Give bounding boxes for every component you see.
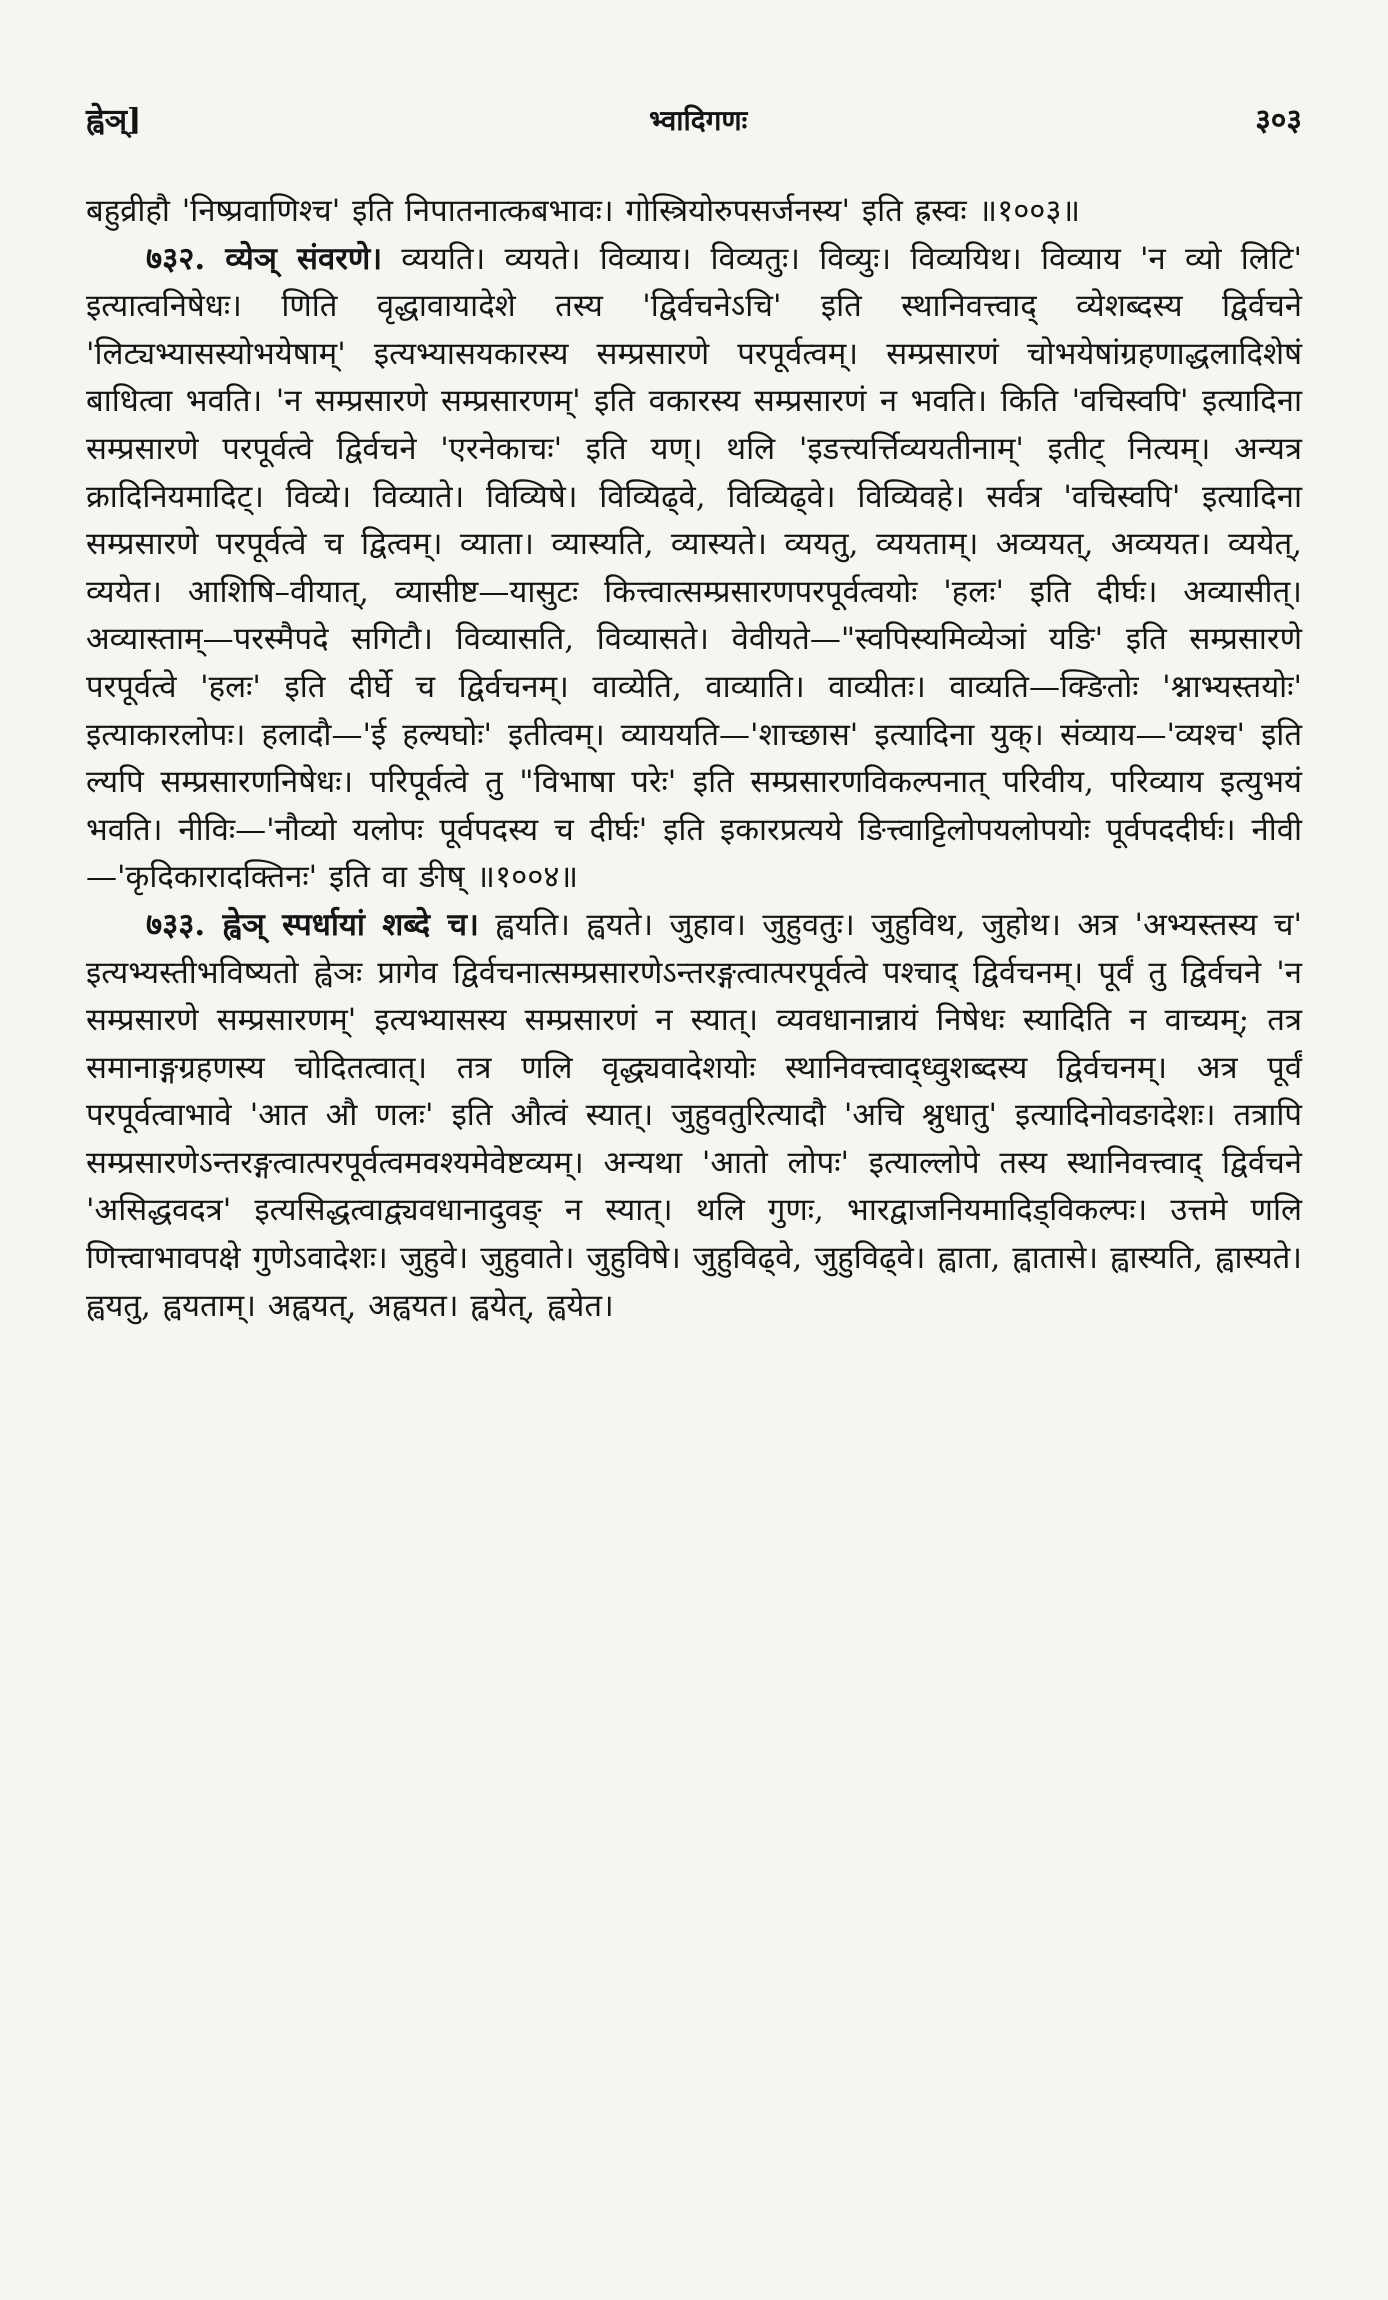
sutra-heading: ७३२. व्येञ् संवरणे। — [146, 240, 383, 277]
body-text — [86, 188, 1302, 1330]
header-left: ह्वेञ्] — [86, 103, 142, 138]
sutra-heading: ७३३. ह्वेञ् स्पर्धायां शब्दे च। — [146, 906, 479, 943]
paragraph — [86, 902, 1302, 1330]
paragraph-text: व्ययति। व्ययते। विव्याय। विव्यतुः। विव्युः। विव्ययिथ। विव्याय 'न व्यो लिटि' इत्यात्वनिषेधः। णिति वृद्धावायादेशे तस्य 'द्विर्वचनेऽचि' इति स्थानिवत्त्वाद् व्येशब्दस्य द्विर्वचने 'लिट्यभ्यासस्योभयेषाम्' इत्यभ्यासयकारस्य सम्प्रसारणे परपूर्वत्वम्। सम्प्रसारणं चोभयेषांग्रहणाद्धलादिशेषं बाधित्वा भवति। 'न सम्प्रसारणे सम्प्रसारणम्' इति वकारस्य सम्प्रसारणं न भवति। किति 'वचिस्वपि' इत्यादिना सम्प्रसारणे परपूर्वत्वे द्विर्वचने 'एरनेकाचः' इति यण्। थलि 'इडत्त्यर्त्तिव्ययतीनाम्' इतीट् नित्यम्। अन्यत्र क्रादिनियमादिट्। विव्ये। विव्याते। विव्यिषे। विव्यिढ्वे, विव्यिढ्वे। विव्यिवहे। सर्वत्र 'वचिस्वपि' इत्यादिना सम्प्रसारणे परपूर्वत्वे च द्वित्वम्। व्याता। व्यास्यति, व्यास्यते। व्ययतु, व्ययताम्। अव्ययत्, अव्ययत। व्ययेत्, व्ययेत। आशिषि–वीयात्, व्यासीष्ट—यासुटः कित्त्वात्सम्प्रसारणपरपूर्वत्वयोः 'हलः' इति दीर्घः। अव्यासीत्। अव्यास्ताम्—परस्मैपदे सगिटौ। विव्यासति, विव्यासते। वेवीयते—"स्वपिस्यमिव्येञां यङि' इति सम्प्रसारणे परपूर्वत्वे 'हलः' इति दीर्घे च द्विर्वचनम्। वाव्येति, वाव्याति। वाव्यीतः। वाव्यति—क्ङितोः 'श्नाभ्यस्तयोः' इत्याकारलोपः। हलादौ—'ई हल्यघोः' इतीत्वम्। व्याययति—'शाच्छास' इत्यादिना युक्। संव्याय—'व्यश्च' इति ल्यपि सम्प्रसारणनिषेधः। परिपूर्वत्वे तु "विभाषा परेः' इति सम्प्रसारणविकल्पनात् परिवीय, परिव्याय इत्युभयं भवति। नीविः—'नौव्यो यलोपः पूर्वपदस्य च दीर्घः' इति इकारप्रत्यये ङित्त्वाट्टिलोपयलोपयोः पूर्वपददीर्घः। नीवी—'कृदिकारादक्तिनः' इति वा ङीष् ॥१००४॥ — [86, 240, 1303, 896]
paragraph — [86, 236, 1302, 902]
page-number: ३०३ — [1255, 103, 1302, 138]
paragraph-text: बहुव्रीहौ 'निष्प्रवाणिश्च' इति निपातनात्कबभावः। गोस्त्रियोरुपसर्जनस्य' इति ह्रस्वः ॥१००३॥ — [86, 193, 1081, 229]
header-title: भ्वादिगणः — [649, 104, 748, 137]
running-header — [86, 98, 1302, 158]
paragraph — [86, 188, 1302, 236]
paragraph-text: ह्वयति। ह्वयते। जुहाव। जुहुवतुः। जुहुविथ, जुहोथ। अत्र 'अभ्यस्तस्य च' इत्यभ्यस्तीभविष्यतो ह्वेञः प्रागेव द्विर्वचनात्सम्प्रसारणेऽन्तरङ्गत्वात्परपूर्वत्वे पश्चाद् द्विर्वचनम्। पूर्वं तु द्विर्वचने 'न सम्प्रसारणे सम्प्रसारणम्' इत्यभ्यासस्य सम्प्रसारणं न स्यात्। व्यवधानान्नायं निषेधः स्यादिति न वाच्यम्; तत्र समानाङ्गग्रहणस्य चोदितत्वात्। तत्र णलि वृद्ध्यवादेशयोः स्थानिवत्त्वाद्ध्वुशब्दस्य द्विर्वचनम्। अत्र पूर्वं परपूर्वत्वाभावे 'आत औ णलः' इति औत्वं स्यात्। जुहुवतुरित्यादौ 'अचि श्नुधातु' इत्यादिनोवङादेशः। तत्रापि सम्प्रसारणेऽन्तरङ्गत्वात्परपूर्वत्वमवश्यमेवेष्टव्यम्। अन्यथा 'आतो लोपः' इत्याल्लोपे तस्य स्थानिवत्त्वाद् द्विर्वचने 'असिद्धवदत्र' इत्यसिद्धत्वाद्व्यवधानादुवङ् न स्यात्। थलि गुणः, भारद्वाजनियमादिड्विकल्पः। उत्तमे णलि णित्त्वाभावपक्षे गुणेऽवादेशः। जुहुवे। जुहुवाते। जुहुविषे। जुहुविढ्वे, जुहुविढ्वे। ह्वाता, ह्वातासे। ह्वास्यति, ह्वास्यते। ह्वयतु, ह्वयताम्। अह्वयत्, अह्वयत। ह्वयेत्, ह्वयेत। — [86, 906, 1302, 1324]
